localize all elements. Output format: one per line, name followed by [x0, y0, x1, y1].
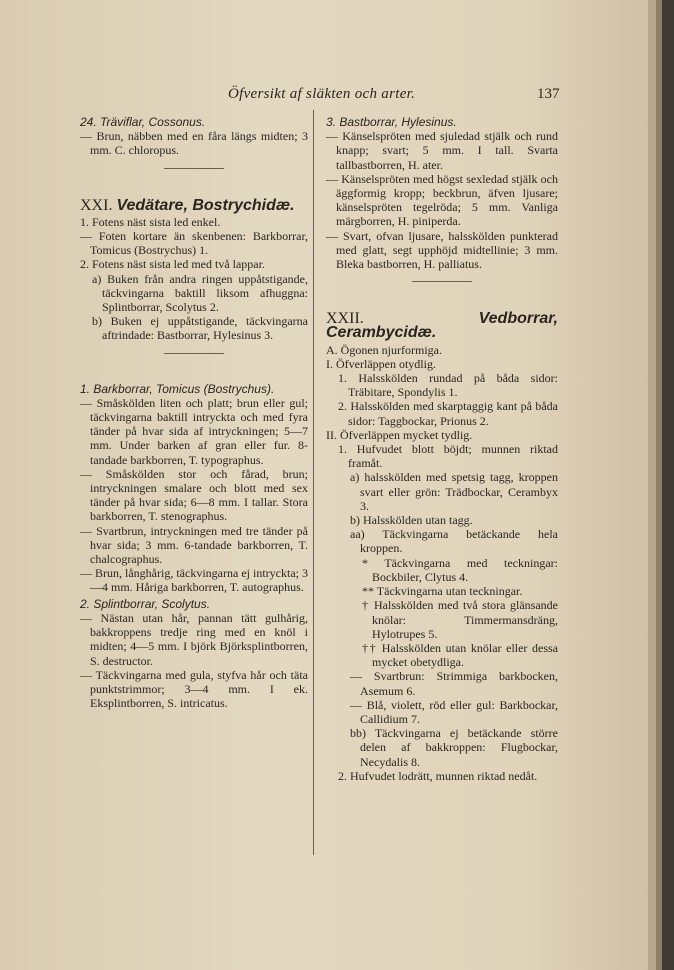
spacer	[326, 292, 558, 308]
key-entry: — Småskölden liten och platt; brun eller gul; täckvingarna baktill intryckta och med fyra tänder på hvar sida af intryckningen; 5—7 mm. Under barken af gran eller fur. 8-tandade barkborren, T. typographus.	[80, 395, 308, 467]
book-spine	[662, 0, 674, 970]
key-entry: — Småskölden stor och fårad, brun; intryckningen smalare och blott med sex tänder på hvar sida; 6—8 mm. I tallar. Stora barkborren, T. stenographus.	[80, 466, 308, 524]
key-entry: † Halsskölden med två stora glänsande knölar: Timmermansdräng, Hylotrupes 5.	[362, 598, 558, 641]
key-entry: †† Halsskölden utan knölar eller dessa mycket obetydliga.	[362, 640, 558, 670]
key-entry: 2. Halsskölden med skarptaggig kant på båda sidor: Taggbockar, Prionus 2.	[338, 399, 558, 428]
right-column	[326, 113, 558, 783]
key-entry: II. Öfverläppen mycket tydlig.	[326, 427, 473, 442]
spacer	[80, 364, 308, 380]
key-entry: 1. Hufvudet blott böjdt; munnen riktad framåt.	[338, 442, 558, 471]
key-entry: — Brun, långhårig, täckvingarna ej intryckta; 3—4 mm. Håriga barkborren, T. autographus.	[80, 566, 308, 595]
key-entry: — Täckvingarna med gula, styfva hår och täta punktstrimmor; 3—4 mm. I ek. Eksplintborren, S. intricatus.	[80, 667, 308, 711]
key-entry: — Svart, ofvan ljusare, halsskölden punkterad med glatt, segt upphöjd midtellinie; 3 mm. Bleka bastborren, H. palliatus.	[326, 228, 558, 272]
page-edge	[648, 0, 656, 970]
genus-heading: 2. Splintborrar, Scolytus.	[80, 596, 211, 611]
section-heading: XXII. Vedborrar, Cerambycidæ.	[326, 310, 558, 342]
key-entry: 1. Fotens näst sista led enkel.	[80, 214, 221, 229]
genus-heading: 1. Barkborrar, Tomicus (Bostrychus).	[80, 381, 275, 396]
key-entry: A. Ögonen njurformiga.	[326, 342, 442, 357]
key-entry: — Nästan utan hår, pannan tätt gulhårig, bakkroppens tredje ring med en knöl i midten; 4—5 mm. I björk Björksplintborren, S. destructor.	[80, 610, 308, 668]
key-entry: 1. Halsskölden rundad på båda sidor: Träbitare, Spondylis 1.	[338, 371, 558, 400]
key-entry: — Svartbrun: Strimmiga barkbocken, Asemum 6.	[350, 669, 558, 698]
key-entry: — Foten kortare än skenbenen: Barkborrar, Tomicus (Bostrychus) 1.	[80, 229, 308, 258]
key-entry: a) halsskölden med spetsig tagg, kroppen svart eller grön: Trädbockar, Cerambyx 3.	[350, 470, 558, 513]
running-title: Öfversikt af släkten och arter.	[228, 86, 416, 102]
section-separator	[164, 168, 224, 169]
key-entry: ** Täckvingarna utan teckningar.	[362, 584, 523, 599]
section-separator	[164, 353, 224, 354]
key-entry: b) Halsskölden utan tagg.	[350, 513, 473, 528]
section-heading: XXI. Vedätare, Bostrychidæ.	[80, 196, 295, 214]
key-entry: 2. Hufvudet lodrätt, munnen riktad nedåt.	[338, 768, 538, 783]
key-entry: — Känselspröten med högst sexledad stjälk och äggformig kropp; beckbrun, äfven ljusare; känselspröten tegelröda; 5 mm. Vanliga märgborren, H. piniperda.	[326, 171, 558, 229]
key-entry: * Täckvingarna med teckningar: Bockbiler, Clytus 4.	[362, 555, 558, 584]
key-entry: — Brun, näbben med en fåra längs midten; 3 mm. C. chloropus.	[80, 129, 308, 158]
section-separator	[412, 281, 472, 282]
genus-heading: 24. Träviflar, Cossonus.	[80, 115, 206, 129]
key-entry: — Svartbrun, intryckningen med tre tänder på hvar sida; 3 mm. 6-tandade barkborren, T. chalcographus.	[80, 523, 308, 567]
genus-heading: 3. Bastborrar, Hylesinus.	[326, 115, 457, 129]
page-number: 137	[537, 86, 560, 102]
key-entry: aa) Täckvingarna betäckande hela kroppen.	[350, 527, 558, 556]
key-entry: — Blå, violett, röd eller gul: Barkbockar, Callidium 7.	[350, 697, 558, 726]
spacer	[80, 179, 308, 195]
key-entry: I. Öfverläppen otydlig.	[326, 356, 436, 371]
key-entry: bb) Täckvingarna ej betäckande större delen af bakkroppen: Flugbockar, Necydalis 8.	[350, 726, 558, 769]
key-entry: 2. Fotens näst sista led med två lappar.	[80, 257, 265, 272]
column-divider	[313, 110, 314, 855]
key-entry: a) Buken från andra ringen uppåtstigande, täckvingarna baktill liksom afhuggna: Splintborrar, Scolytus 2.	[92, 271, 308, 315]
key-entry: — Känselspröten med sjuledad stjälk och rund knapp; svart; 5 mm. I tall. Svarta tallbastborren, H. ater.	[326, 129, 558, 172]
left-column	[80, 113, 308, 710]
key-entry: b) Buken ej uppåtstigande, täckvingarna aftrindade: Bastborrar, Hylesinus 3.	[92, 314, 308, 343]
page-header	[0, 86, 648, 106]
